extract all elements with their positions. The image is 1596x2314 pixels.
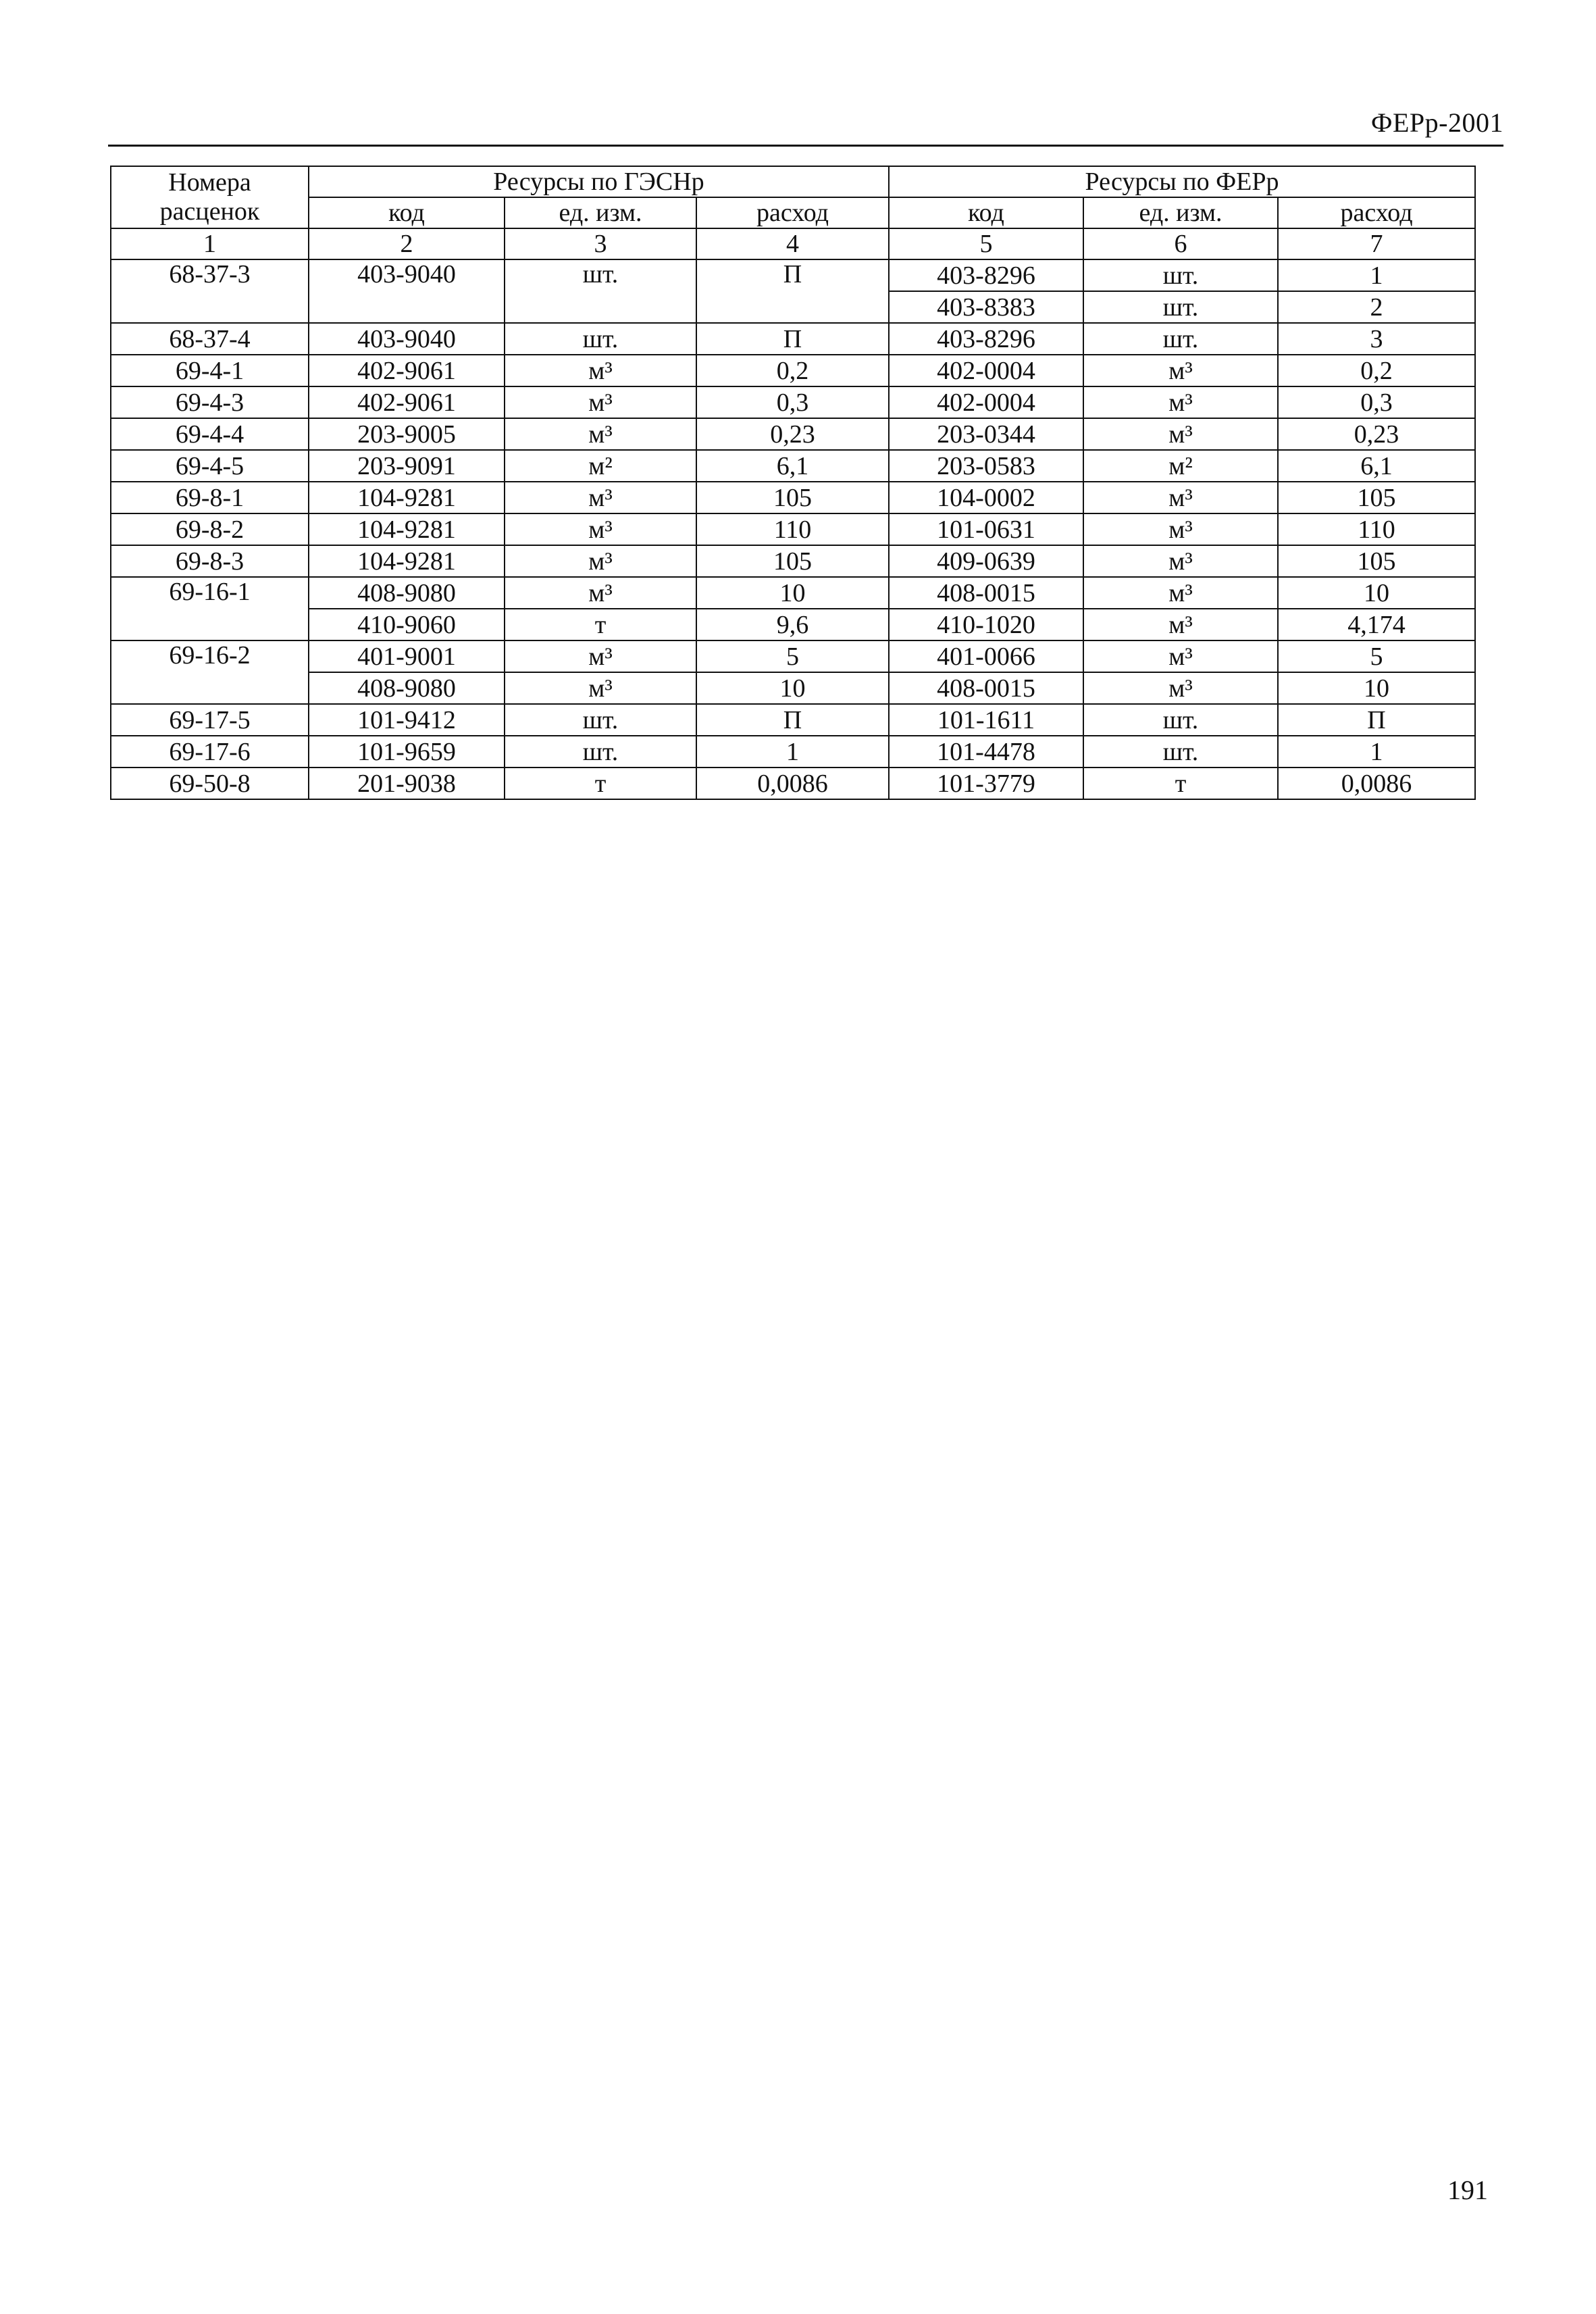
gesn-unit-cell: шт. (505, 704, 696, 736)
gesn-qty-cell: 0,3 (696, 386, 889, 418)
fer-code-cell: 101-1611 (889, 704, 1083, 736)
gesn-qty-cell: 0,0086 (696, 768, 889, 799)
header-fer-code: код (889, 197, 1083, 228)
gesn-unit-cell: м³ (505, 355, 696, 386)
gesn-code-cell: 203-9091 (309, 450, 505, 482)
fer-code-cell: 101-0631 (889, 513, 1083, 545)
table-row (111, 513, 1475, 545)
fer-qty-cell: 10 (1278, 672, 1475, 704)
gesn-code-cell: 101-9412 (309, 704, 505, 736)
fer-code-cell: 101-4478 (889, 736, 1083, 768)
rate-number-cell: 69-8-2 (111, 513, 309, 545)
rate-number-cell: 69-17-6 (111, 736, 309, 768)
gesn-unit-cell: м³ (505, 418, 696, 450)
rate-number-cell: 68-37-3 (111, 259, 309, 323)
rate-number-cell: 69-17-5 (111, 704, 309, 736)
page-number: 191 (1447, 2175, 1488, 2205)
gesn-code-cell: 402-9061 (309, 386, 505, 418)
gesn-unit-cell: м² (505, 450, 696, 482)
gesn-code-cell: 403-9040 (309, 259, 505, 323)
rate-number-cell: 69-8-3 (111, 545, 309, 577)
column-number: 1 (111, 228, 309, 259)
fer-unit-cell: м³ (1083, 672, 1278, 704)
fer-code-cell: 403-8296 (889, 259, 1083, 291)
table-row (111, 450, 1475, 482)
gesn-unit-cell: м³ (505, 513, 696, 545)
table-row (111, 736, 1475, 768)
header-fer-qty: расход (1278, 197, 1475, 228)
gesn-unit-cell: м³ (505, 640, 696, 672)
column-number: 5 (889, 228, 1083, 259)
column-number: 3 (505, 228, 696, 259)
fer-qty-cell: 4,174 (1278, 609, 1475, 640)
gesn-qty-cell: 6,1 (696, 450, 889, 482)
gesn-qty-cell: 105 (696, 482, 889, 513)
document-code: ФЕРр-2001 (1370, 107, 1503, 138)
gesn-unit-cell: м³ (505, 545, 696, 577)
fer-qty-cell: 10 (1278, 577, 1475, 609)
table-row (111, 545, 1475, 577)
header-rate-numbers: Номера расценок (111, 166, 309, 228)
header-gesn-code: код (309, 197, 505, 228)
fer-qty-cell: 2 (1278, 291, 1475, 323)
table-row (111, 640, 1475, 672)
rate-number-cell: 69-4-3 (111, 386, 309, 418)
gesn-unit-cell: шт. (505, 323, 696, 355)
fer-code-cell: 402-0004 (889, 355, 1083, 386)
gesn-code-cell: 403-9040 (309, 323, 505, 355)
gesn-code-cell: 408-9080 (309, 672, 505, 704)
fer-code-cell: 409-0639 (889, 545, 1083, 577)
gesn-unit-cell: м³ (505, 672, 696, 704)
fer-qty-cell: 0,0086 (1278, 768, 1475, 799)
column-number: 2 (309, 228, 505, 259)
column-number: 6 (1083, 228, 1278, 259)
gesn-unit-cell: т (505, 768, 696, 799)
fer-unit-cell: шт. (1083, 704, 1278, 736)
fer-unit-cell: м³ (1083, 355, 1278, 386)
gesn-unit-cell: м³ (505, 482, 696, 513)
fer-unit-cell: шт. (1083, 323, 1278, 355)
fer-unit-cell: шт. (1083, 259, 1278, 291)
fer-unit-cell: м³ (1083, 640, 1278, 672)
rate-number-cell: 69-50-8 (111, 768, 309, 799)
fer-unit-cell: м³ (1083, 386, 1278, 418)
table-row (111, 482, 1475, 513)
gesn-qty-cell: П (696, 704, 889, 736)
fer-qty-cell: 3 (1278, 323, 1475, 355)
gesn-unit-cell: м³ (505, 386, 696, 418)
fer-code-cell: 203-0344 (889, 418, 1083, 450)
table-row (111, 672, 1475, 704)
gesn-qty-cell: 0,2 (696, 355, 889, 386)
fer-code-cell: 403-8296 (889, 323, 1083, 355)
fer-qty-cell: 0,23 (1278, 418, 1475, 450)
gesn-qty-cell: 10 (696, 672, 889, 704)
header-group-fer: Ресурсы по ФЕРр (889, 166, 1475, 197)
fer-unit-cell: м³ (1083, 513, 1278, 545)
table-row (111, 704, 1475, 736)
rate-number-cell: 69-8-1 (111, 482, 309, 513)
gesn-qty-cell: П (696, 323, 889, 355)
header-row-subcolumns (111, 197, 1475, 228)
gesn-unit-cell: шт. (505, 259, 696, 323)
fer-code-cell: 402-0004 (889, 386, 1083, 418)
header-group-gesn: Ресурсы по ГЭСНр (309, 166, 889, 197)
fer-unit-cell: м² (1083, 450, 1278, 482)
column-number: 4 (696, 228, 889, 259)
gesn-code-cell: 104-9281 (309, 482, 505, 513)
header-gesn-unit: ед. изм. (505, 197, 696, 228)
table-row (111, 609, 1475, 640)
rate-number-cell: 69-16-2 (111, 640, 309, 704)
fer-code-cell: 101-3779 (889, 768, 1083, 799)
gesn-code-cell: 104-9281 (309, 513, 505, 545)
gesn-qty-cell: 1 (696, 736, 889, 768)
gesn-code-cell: 401-9001 (309, 640, 505, 672)
table-row (111, 386, 1475, 418)
fer-unit-cell: т (1083, 768, 1278, 799)
column-number-row (111, 228, 1475, 259)
fer-qty-cell: 0,3 (1278, 386, 1475, 418)
table-row (111, 355, 1475, 386)
fer-code-cell: 408-0015 (889, 672, 1083, 704)
resources-table-container (110, 166, 1474, 800)
table-row (111, 323, 1475, 355)
gesn-code-cell: 101-9659 (309, 736, 505, 768)
gesn-code-cell: 410-9060 (309, 609, 505, 640)
fer-qty-cell: 6,1 (1278, 450, 1475, 482)
header-fer-unit: ед. изм. (1083, 197, 1278, 228)
rate-number-cell: 69-4-1 (111, 355, 309, 386)
gesn-qty-cell: 9,6 (696, 609, 889, 640)
gesn-qty-cell: 5 (696, 640, 889, 672)
gesn-code-cell: 104-9281 (309, 545, 505, 577)
fer-unit-cell: м³ (1083, 418, 1278, 450)
gesn-qty-cell: П (696, 259, 889, 323)
gesn-qty-cell: 10 (696, 577, 889, 609)
gesn-unit-cell: шт. (505, 736, 696, 768)
fer-unit-cell: шт. (1083, 736, 1278, 768)
fer-code-cell: 401-0066 (889, 640, 1083, 672)
fer-qty-cell: 105 (1278, 482, 1475, 513)
fer-qty-cell: 0,2 (1278, 355, 1475, 386)
table-row (111, 577, 1475, 609)
fer-unit-cell: м³ (1083, 609, 1278, 640)
gesn-qty-cell: 0,23 (696, 418, 889, 450)
gesn-unit-cell: т (505, 609, 696, 640)
gesn-code-cell: 201-9038 (309, 768, 505, 799)
table-row (111, 418, 1475, 450)
rate-number-cell: 69-16-1 (111, 577, 309, 640)
fer-unit-cell: шт. (1083, 291, 1278, 323)
page-header (108, 101, 1503, 147)
fer-qty-cell: 1 (1278, 736, 1475, 768)
gesn-qty-cell: 105 (696, 545, 889, 577)
fer-code-cell: 104-0002 (889, 482, 1083, 513)
fer-qty-cell: П (1278, 704, 1475, 736)
fer-code-cell: 403-8383 (889, 291, 1083, 323)
fer-unit-cell: м³ (1083, 482, 1278, 513)
fer-code-cell: 408-0015 (889, 577, 1083, 609)
table-row (111, 768, 1475, 799)
table-row (111, 259, 1475, 291)
gesn-code-cell: 402-9061 (309, 355, 505, 386)
fer-unit-cell: м³ (1083, 545, 1278, 577)
gesn-unit-cell: м³ (505, 577, 696, 609)
fer-qty-cell: 110 (1278, 513, 1475, 545)
header-row-groups (111, 166, 1475, 197)
fer-unit-cell: м³ (1083, 577, 1278, 609)
gesn-code-cell: 203-9005 (309, 418, 505, 450)
fer-qty-cell: 1 (1278, 259, 1475, 291)
fer-code-cell: 410-1020 (889, 609, 1083, 640)
fer-code-cell: 203-0583 (889, 450, 1083, 482)
rate-number-cell: 69-4-4 (111, 418, 309, 450)
column-number: 7 (1278, 228, 1475, 259)
rate-number-cell: 68-37-4 (111, 323, 309, 355)
header-gesn-qty: расход (696, 197, 889, 228)
gesn-qty-cell: 110 (696, 513, 889, 545)
gesn-code-cell: 408-9080 (309, 577, 505, 609)
fer-qty-cell: 105 (1278, 545, 1475, 577)
resources-table (110, 166, 1476, 800)
rate-number-cell: 69-4-5 (111, 450, 309, 482)
fer-qty-cell: 5 (1278, 640, 1475, 672)
